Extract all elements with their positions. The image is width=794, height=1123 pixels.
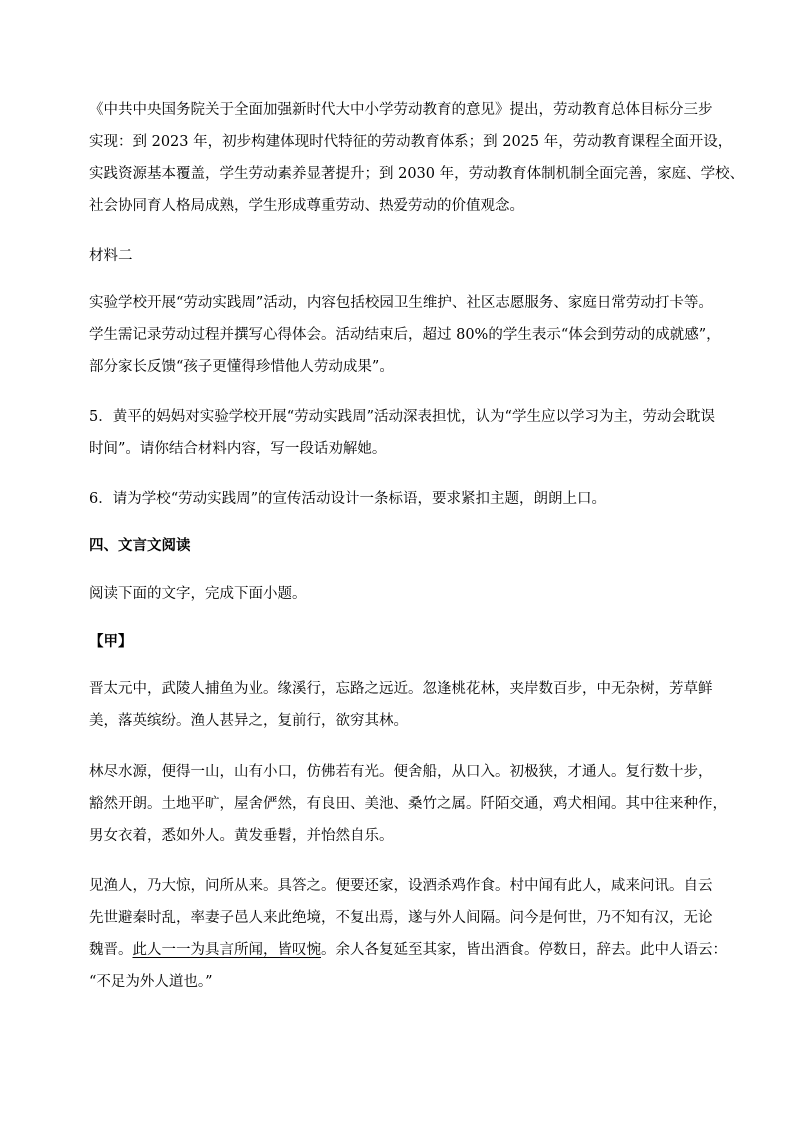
- text-line: 先世避秦时乱，率妻子邑人来此绝境，不复出焉，遂与外人间隔。问今是何世，乃不知有汉，无论: [89, 910, 713, 926]
- text-line: 学生需记录劳动过程并撰写心得体会。活动结束后，超过 80%的学生表示“体会到劳动的成就感”，: [89, 327, 721, 343]
- text-line: 晋太元中，武陵人捕鱼为业。缘溪行，忘路之远近。忽逢桃花林，夹岸数百步，中无杂树，芳草鲜: [89, 681, 713, 697]
- material2-paragraph: [89, 287, 719, 383]
- section-4-heading: 四、文言文阅读: [89, 538, 191, 554]
- text-line: 部分家长反馈“孩子更懂得珍惜他人劳动成果”。: [89, 359, 394, 375]
- text-line: 见渔人，乃大惊，问所从来。具答之。便要还家，设酒杀鸡作食。村中闻有此人，咸来问讯。自云: [89, 878, 713, 894]
- material2-heading: 材料二: [89, 248, 133, 264]
- text-line: 豁然开朗。土地平旷，屋舍俨然，有良田、美池、桑竹之属。阡陌交通，鸡犬相闻。其中往来种作，: [89, 796, 727, 812]
- section-4-instruction: 阅读下面的文字，完成下面小题。: [89, 586, 307, 602]
- passage-paragraph-3: [89, 870, 727, 998]
- text-line: 男女衣着，悉如外人。黄发垂髫，并怡然自乐。: [89, 828, 394, 844]
- question-6: 6．请为学校“劳动实践周”的宣传活动设计一条标语，要求紧扣主题，朗朗上口。: [89, 491, 607, 507]
- text-segment: 魏晋。: [89, 942, 133, 958]
- text-line: 实践资源基本覆盖，学生劳动素养显著提升；到 2030 年，劳动教育体制机制全面完善，家庭、学校、: [89, 166, 745, 182]
- text-line: 时间”。请你结合材料内容，写一段话劝解她。: [89, 441, 387, 457]
- text-line: 《中共中央国务院关于全面加强新时代大中小学劳动教育的意见》提出，劳动教育总体目标分三步: [89, 102, 713, 118]
- text-line: 实现：到 2023 年，初步构建体现时代特征的劳动教育体系；到 2025 年，劳动教育课程全面开设，: [89, 134, 733, 150]
- text-line: “不足为外人道也。”: [89, 974, 213, 990]
- material1-tail-paragraph: [89, 94, 745, 222]
- text-line: 实验学校开展“劳动实践周”活动，内容包括校园卫生维护、社区志愿服务、家庭日常劳动打卡等。: [89, 295, 713, 311]
- text-segment: 。余人各复延至其家，皆出酒食。停数日，辞去。此中人语云：: [321, 942, 727, 958]
- text-line: 5．黄平的妈妈对实验学校开展“劳动实践周”活动深表担忧，认为“学生应以学习为主，劳动会耽误: [89, 409, 715, 425]
- underlined-sentence: 此人一一为具言所闻，皆叹惋: [132, 942, 321, 958]
- question-5: [89, 401, 719, 465]
- passage-paragraph-1: [89, 673, 719, 737]
- text-line: 社会协同育人格局成熟，学生形成尊重劳动、热爱劳动的价值观念。: [89, 198, 524, 214]
- passage-jia-label: 【甲】: [89, 634, 133, 650]
- passage-paragraph-2: [89, 756, 727, 852]
- text-line: 美，落英缤纷。渔人甚异之，复前行，欲穷其林。: [89, 713, 408, 729]
- text-line: [89, 934, 727, 966]
- text-line: 林尽水源，便得一山，山有小口，仿佛若有光。便舍船，从口入。初极狭，才通人。复行数十步，: [89, 764, 713, 780]
